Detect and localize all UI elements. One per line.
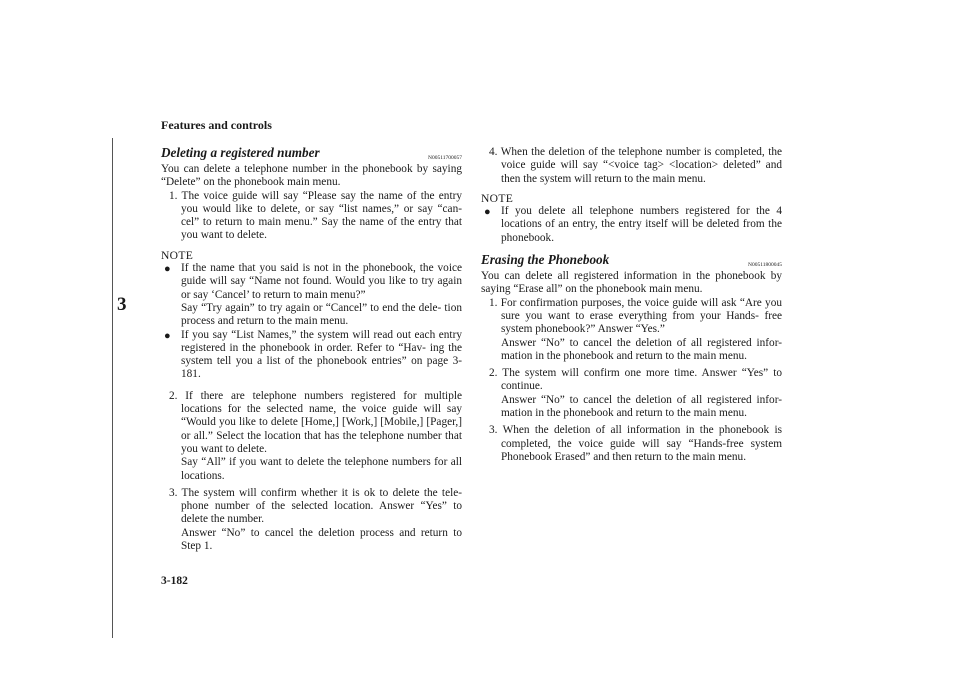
note-item-2	[161, 329, 462, 382]
erase-step-2: 2. The system will confirm one more time. Answer “Yes” to continue.	[489, 367, 782, 393]
step-3-continued: Answer “No” to cancel the deletion process and return to Step 1.	[181, 526, 462, 553]
note-item-text: Say “Try again” to try again or “Cancel” to end the dele- tion process and return to the main menu.	[181, 301, 462, 328]
section-heading-deleting	[161, 146, 462, 162]
heading-code: N00511700057	[427, 155, 462, 161]
note-label: NOTE	[161, 248, 194, 262]
section-title: Features and controls	[161, 118, 272, 132]
right-column	[481, 146, 782, 464]
erase-step-1: 1. For confirmation purposes, the voice guide will ask “Are you sure you want to erase everything from your Hands- free system phonebook?” Answer “Yes.”	[489, 296, 782, 336]
step-3: 3. The system will confirm whether it is ok to delete the tele- phone number of the selected location. Answer “Yes” to delete the number.	[169, 486, 462, 526]
erase-step-2-continued: Answer “No” to cancel the deletion of all registered infor- mation in the phonebook and return to the main menu.	[501, 393, 782, 420]
intro-paragraph: You can delete a telephone number in the phonebook by saying “Delete” on the phonebook main menu.	[161, 163, 462, 189]
note-item-text: If you say “List Names,” the system will read out each entry registered in the phonebook in order. Refer to “Hav- ing the system tell you a list of the phonebook entries” on page 3-181.	[181, 328, 462, 381]
step-1: 1. The voice guide will say “Please say the name of the entry you would like to delete, or say “list names,” or say “can- cel” to return to main menu.” Say the name of the entry that you want to delete.	[169, 189, 462, 242]
erase-step-3: 3. When the deletion of all information in the phonebook is completed, the voice guide will say “Hands-free system Phonebook Erased” and then return to the main menu.	[489, 424, 782, 463]
chapter-divider-line	[112, 138, 113, 638]
step-2-continued: Say “All” if you want to delete the telephone numbers for all locations.	[181, 456, 462, 482]
bullet-icon: ●	[164, 263, 171, 276]
heading-text: Deleting a registered number	[161, 145, 320, 160]
note-item-1	[161, 262, 462, 328]
step-2: 2. If there are telephone numbers registered for multiple locations for the selected name, the voice guide will say “Would you like to delete [Home,] [Work,] [Mobile,] [Pager,] or all.” Select the location that has the telephone number that you want to delete.	[169, 389, 462, 455]
page-number: 3-182	[161, 575, 188, 587]
bullet-icon: ●	[164, 329, 171, 342]
step-4: 4. When the deletion of the telephone number is completed, the voice guide will say “<voice tag> <location> deleted” and then the system will return to the main menu.	[489, 146, 782, 185]
note-item-1	[481, 205, 782, 245]
note-label: NOTE	[481, 191, 514, 205]
left-column	[161, 146, 462, 553]
intro-paragraph: You can delete all registered information in the phonebook by saying “Erase all” on the phonebook main menu.	[481, 270, 782, 296]
note-item-text: If the name that you said is not in the phonebook, the voice guide will say “Name not found. Would you like to try again or say ‘Cancel’ to return to main menu?”	[181, 262, 462, 301]
heading-text: Erasing the Phonebook	[481, 252, 610, 268]
erase-step-1-continued: Answer “No” to cancel the deletion of all registered infor- mation in the phonebook and return to the main menu.	[501, 336, 782, 362]
note-item-text: If you delete all telephone numbers registered for the 4 locations of an entry, the entry itself will be deleted from the phonebook.	[501, 205, 782, 244]
heading-code: N00511800045	[747, 262, 782, 269]
bullet-icon: ●	[484, 206, 491, 219]
chapter-tab: 3	[117, 294, 127, 315]
section-heading-erasing	[481, 253, 782, 269]
